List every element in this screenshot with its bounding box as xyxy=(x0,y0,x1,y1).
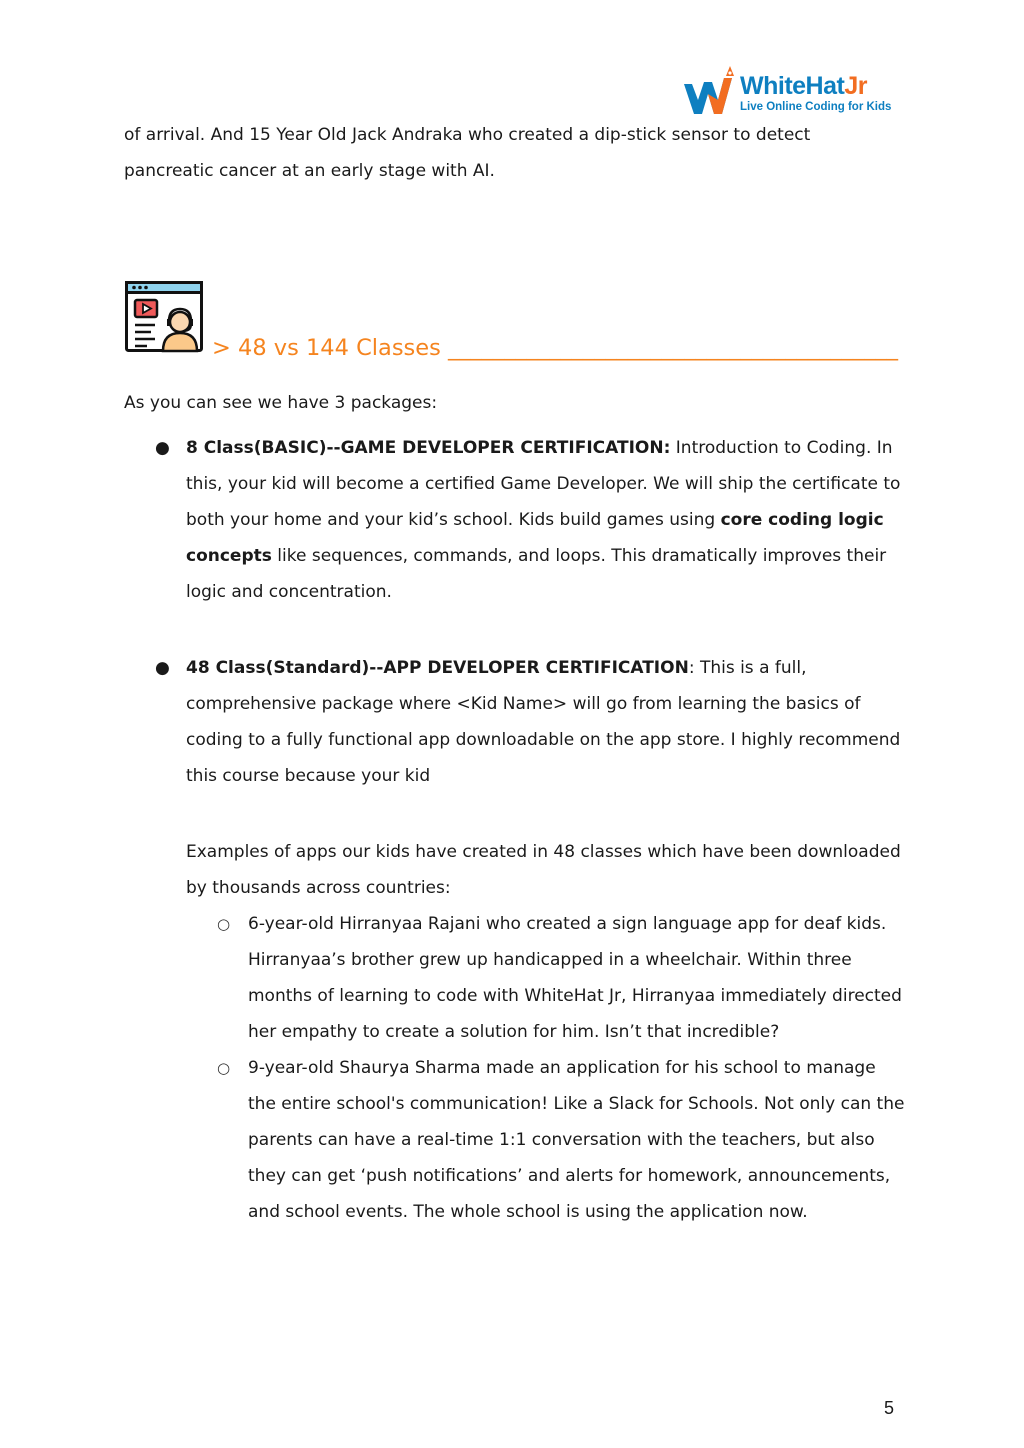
rocket-w-icon xyxy=(682,64,738,120)
sub-bullet-circle: ○ xyxy=(217,915,231,933)
package-basic-text-2: like sequences, commands, and loops. This dramatically improves their logic and concentration. xyxy=(186,546,887,602)
package-standard xyxy=(186,650,904,794)
package-standard-title: 48 Class(Standard)--APP DEVELOPER CERTIFICATION xyxy=(186,658,689,678)
package-standard-text: : This is a full, comprehensive package where <Kid Name> will go from learning the basics of coding to a fully functional app downloadable on the app store. I highly recommend this course because your kid xyxy=(186,658,901,786)
package-basic xyxy=(186,430,904,610)
whitehat-jr-logo xyxy=(682,64,896,120)
package-basic-text-1: Introduction to Coding. In this, your kid will become a certified Game Developer. We will ship the certificate to both your home and your kid’s school. Kids build games using xyxy=(186,438,901,530)
section-title: > 48 vs 144 Classes ________________________________________ xyxy=(212,335,898,361)
logo-brand-main: WhiteHat xyxy=(740,72,845,100)
bullet-dot: ● xyxy=(155,438,170,458)
bullet-dot: ● xyxy=(155,658,170,678)
sub-bullet-circle: ○ xyxy=(217,1059,231,1077)
packages-lead: As you can see we have 3 packages: xyxy=(124,393,438,413)
video-lesson-icon xyxy=(125,281,203,355)
example-hirranyaa: 6-year-old Hirranyaa Rajani who created a sign language app for deaf kids. Hirranyaa’s brother grew up handicapped in a wheelchair. Within three months of learning to code with WhiteHat Jr, Hirranyaa immediately directed her empathy to create a solution for him. Isn’t that incredible? xyxy=(248,914,902,1042)
logo-tagline: Live Online Coding for Kids xyxy=(740,101,892,113)
examples-intro: Examples of apps our kids have created in 48 classes which have been downloaded by thousands across countries: xyxy=(186,842,901,898)
page-number: 5 xyxy=(884,1398,895,1418)
intro-paragraph: of arrival. And 15 Year Old Jack Andraka who created a dip-stick sensor to detect pancreatic cancer at an early stage with AI. xyxy=(124,125,811,181)
example-shaurya: 9-year-old Shaurya Sharma made an application for his school to manage the entire school's communication! Like a Slack for Schools. Not only can the parents can have a real-time 1:1 conversation with the teachers, but also they can get ‘push notifications’ and alerts for homework, announcements, and school events. The whole school is using the application now. xyxy=(248,1058,905,1222)
logo-wordmark xyxy=(740,72,867,100)
package-basic-emphasis: core coding logic concepts xyxy=(186,510,884,566)
logo-brand-accent: Jr xyxy=(844,72,867,100)
package-basic-title: 8 Class(BASIC)--GAME DEVELOPER CERTIFICATION: xyxy=(186,438,671,458)
